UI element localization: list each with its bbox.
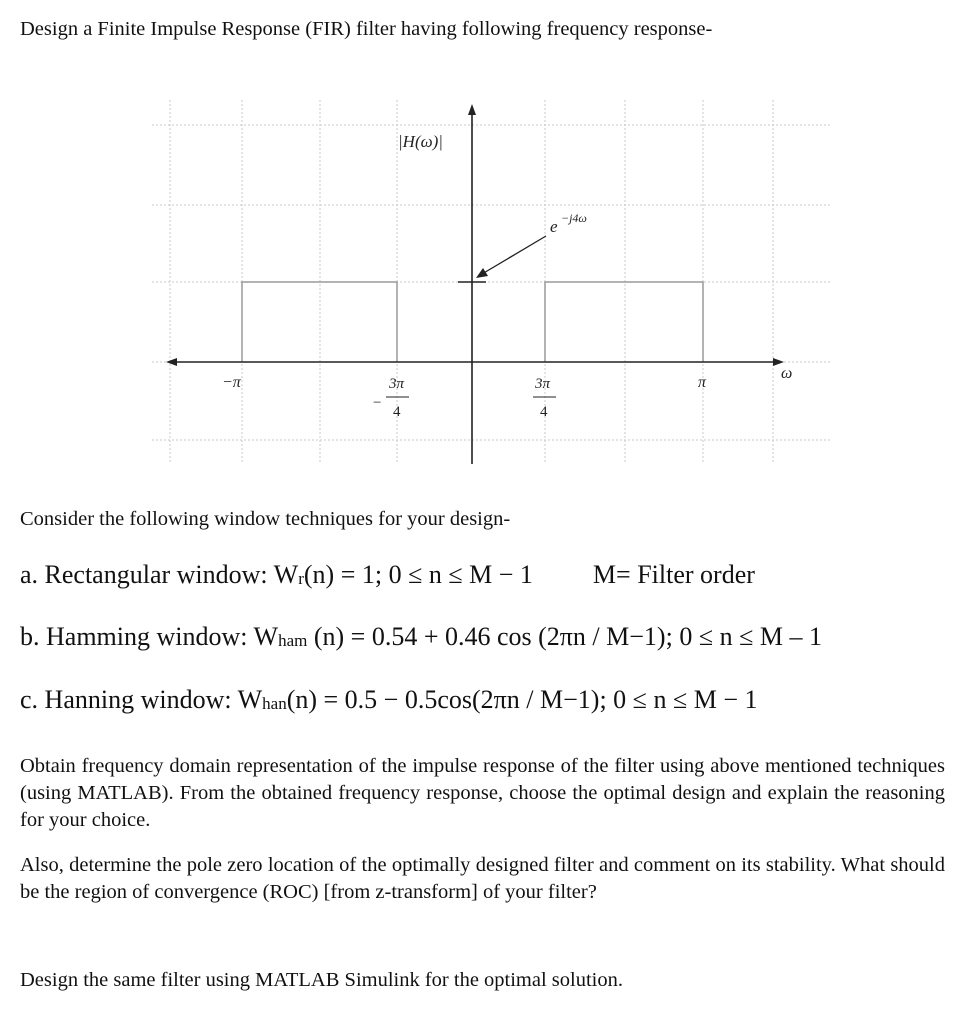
hanning-sub: han bbox=[262, 694, 287, 713]
magnitude-label: |H(ω)| bbox=[398, 132, 443, 151]
rect-formula: (n) = 1; 0 ≤ n ≤ M − 1 bbox=[303, 560, 533, 589]
phase-annotation-arrow bbox=[476, 236, 546, 278]
hanning-formula: (n) = 0.5 − 0.5cos(2πn / M−1); 0 ≤ n ≤ M − 1 bbox=[286, 685, 758, 714]
hamming-prefix: b. Hamming window: W bbox=[20, 622, 279, 651]
hamming-formula: (n) = 0.54 + 0.46 cos (2πn / M−1); 0 ≤ n ≤ M – 1 bbox=[307, 622, 822, 651]
axis-arrow-up-icon bbox=[468, 104, 476, 115]
hanning-prefix: c. Hanning window: W bbox=[20, 685, 263, 714]
phase-label-base: e bbox=[550, 217, 558, 236]
right-passband bbox=[545, 282, 703, 362]
tick-pos-3pi4-numerator: 3π bbox=[535, 376, 551, 392]
grid bbox=[152, 100, 830, 462]
arrowhead-icon bbox=[476, 268, 488, 278]
item-hanning-window bbox=[20, 685, 758, 715]
paragraph-pole-zero: Also, determine the pole zero location of the optimally designed filter and comment on its stability. What should be the region of convergence (ROC) [from z-transform] of your filter? bbox=[20, 854, 945, 903]
window-techniques-intro: Consider the following window techniques for your design- bbox=[20, 508, 511, 530]
omega-axis-label: ω bbox=[781, 365, 793, 382]
rect-prefix: a. Rectangular window: W bbox=[20, 560, 299, 589]
tick-neg-3pi4-numerator: 3π bbox=[389, 376, 405, 392]
filter-order-note: M= Filter order bbox=[592, 560, 755, 589]
paragraph-simulink: Design the same filter using MATLAB Simulink for the optimal solution. bbox=[20, 969, 623, 991]
hamming-sub: ham bbox=[278, 631, 308, 650]
phase-label-exponent: −j4ω bbox=[561, 211, 587, 225]
paragraph-frequency-domain: Obtain frequency domain representation of the impulse response of the filter using above mentioned techniques (using MATLAB). From the obtained frequency response, choose the optimal design and explain the reasoning for your choice. bbox=[20, 755, 945, 831]
axes bbox=[166, 104, 784, 464]
tick-pi: π bbox=[698, 374, 707, 391]
tick-pos-3pi4-denominator: 4 bbox=[540, 404, 548, 420]
tick-neg-3pi4-sign: − bbox=[373, 395, 382, 411]
tick-neg-3pi4-denominator: 4 bbox=[393, 404, 401, 420]
problem-heading: Design a Finite Impulse Response (FIR) filter having following frequency response- bbox=[20, 18, 713, 40]
axis-arrow-left-icon bbox=[166, 358, 177, 366]
item-rectangular-window bbox=[20, 560, 755, 590]
rect-sub: r bbox=[298, 569, 304, 588]
item-hamming-window bbox=[20, 622, 822, 652]
tick-neg-pi: −π bbox=[222, 374, 241, 391]
frequency-response-figure bbox=[0, 0, 975, 480]
